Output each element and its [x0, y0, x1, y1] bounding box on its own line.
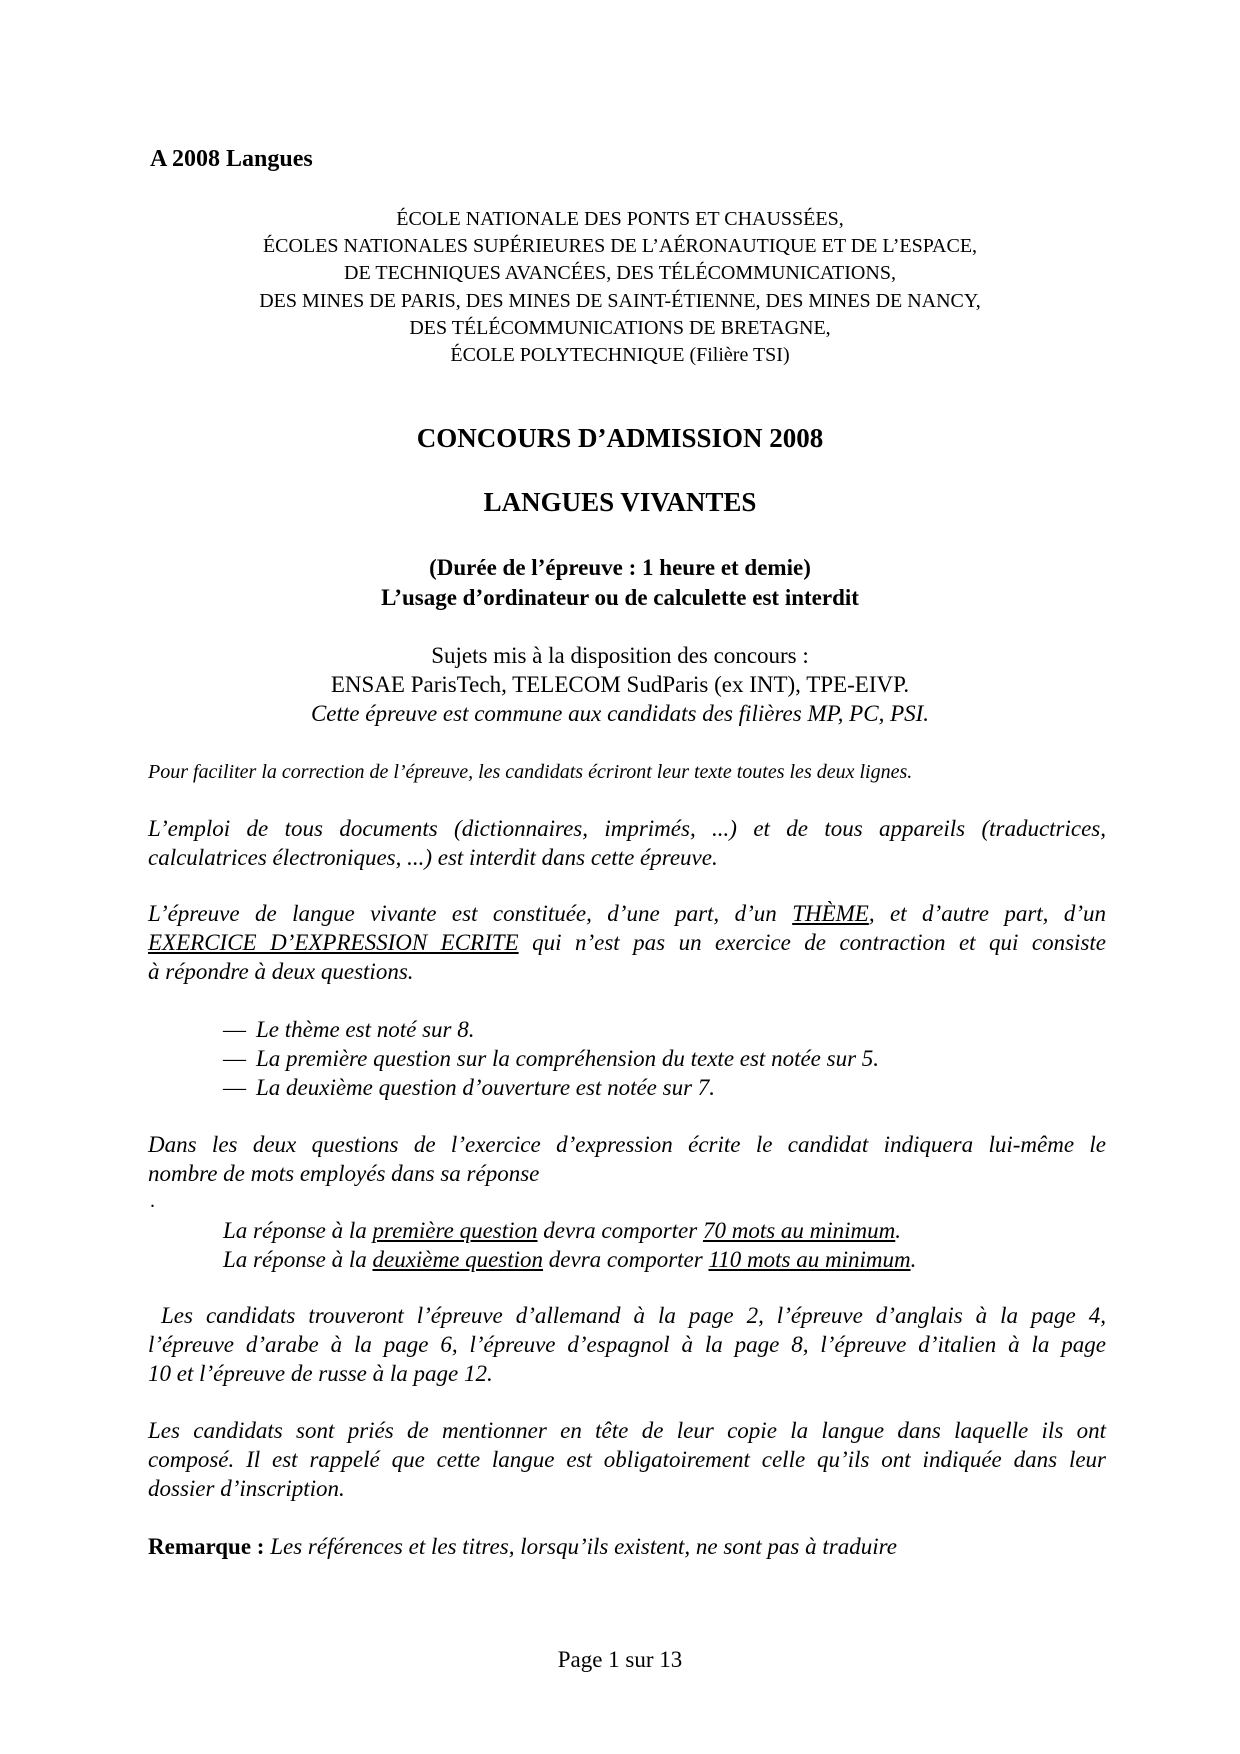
remark-label: Remarque :	[148, 1534, 265, 1559]
structure-instruction	[148, 899, 1106, 986]
school-line: ÉCOLE POLYTECHNIQUE (Filière TSI)	[450, 344, 790, 367]
remark-text: Les références et les titres, lorsqu’ils existent, ne sont pas à traduire	[264, 1534, 897, 1559]
grading-text: Le thème est noté sur 8.	[256, 1017, 475, 1042]
instruction-text: L’emploi de tous documents (dictionnaires, imprimés, ...) et de tous appareils (traductrices,	[148, 816, 1106, 841]
subjects-info	[0, 641, 1240, 728]
requirement-text: La réponse à la	[223, 1218, 373, 1243]
school-line: DES TÉLÉCOMMUNICATIONS DE BRETAGNE,	[409, 316, 831, 339]
remark-line	[148, 1532, 1106, 1561]
stray-dot: .	[150, 1190, 155, 1212]
instruction-text: qui n’est pas un exercice de contraction et qui consiste	[518, 930, 1106, 955]
requirement-text: .	[895, 1218, 902, 1243]
list-item	[223, 1073, 879, 1102]
list-item	[223, 1015, 879, 1044]
grading-text: La première question sur la compréhension du texte est notée sur 5.	[256, 1046, 880, 1071]
pages-instruction	[148, 1301, 1106, 1388]
correction-instruction	[148, 758, 1106, 787]
question-term: deuxième question	[372, 1247, 544, 1272]
instruction-text: Dans les deux questions de l’exercice d’expression écrite le candidat indiquera lui-même le	[148, 1132, 1106, 1157]
answer-requirement	[223, 1245, 916, 1274]
grading-list	[223, 1015, 879, 1102]
duration-line: (Durée de l’épreuve : 1 heure et demie)	[429, 555, 811, 580]
instruction-text: calculatrices électroniques, ...) est interdit dans cette épreuve.	[148, 845, 718, 870]
grading-text: La deuxième question d’ouverture est notée sur 7.	[256, 1075, 716, 1100]
instruction-text: L’épreuve de langue vivante est constituée, d’une part, d’un	[148, 901, 793, 926]
list-item	[223, 1044, 879, 1073]
answer-requirements	[223, 1216, 916, 1274]
exam-duration	[0, 553, 1240, 613]
instruction-text: Les candidats sont priés de mentionner en tête de leur copie la langue dans laquelle ils ont	[148, 1418, 1106, 1443]
question-term: première question	[372, 1218, 538, 1243]
school-line: DE TECHNIQUES AVANCÉES, DES TÉLÉCOMMUNICATIONS,	[344, 262, 896, 285]
requirement-text: .	[910, 1247, 917, 1272]
minimum-words: 110 mots au minimum	[708, 1247, 911, 1272]
requirement-text: devra comporter	[537, 1218, 703, 1243]
language-instruction	[148, 1416, 1106, 1503]
remark	[148, 1532, 1106, 1561]
calculator-rule: L’usage d’ordinateur ou de calculette est interdit	[381, 585, 859, 610]
instruction-text: Les candidats trouveront l’épreuve d’allemand à la page 2, l’épreuve d’anglais à la page 4,	[148, 1303, 1107, 1328]
dash-bullet: —	[223, 1046, 246, 1071]
instruction-text: , et d’autre part, d’un	[868, 901, 1106, 926]
minimum-words: 70 mots au minimum	[702, 1218, 896, 1243]
page-number: Page 1 sur 13	[557, 1647, 683, 1672]
documents-instruction	[148, 814, 1106, 872]
instruction-line	[148, 928, 1106, 957]
page-title: CONCOURS D’ADMISSION 2008	[416, 423, 824, 453]
instruction-line	[148, 899, 1106, 928]
instruction-text: à répondre à deux questions.	[148, 959, 414, 984]
exam-code: A 2008 Langues	[150, 146, 313, 172]
subjects-filieres: Cette épreuve est commune aux candidats des filières MP, PC, PSI.	[310, 701, 930, 726]
dash-bullet: —	[223, 1075, 246, 1100]
requirement-text: La réponse à la	[223, 1247, 373, 1272]
word-count-instruction	[148, 1130, 1106, 1188]
page-subtitle: LANGUES VIVANTES	[483, 487, 757, 517]
instruction-text: dossier d’inscription.	[148, 1476, 345, 1501]
schools-list	[0, 206, 1240, 369]
instruction-text: 10 et l’épreuve de russe à la page 12.	[148, 1361, 493, 1386]
instruction-text: l’épreuve d’arabe à la page 6, l’épreuve d’espagnol à la page 8, l’épreuve d’italien à la page	[148, 1332, 1106, 1357]
exercise-term: EXERCICE D’EXPRESSION ECRITE	[148, 930, 519, 955]
instruction-text: nombre de mots employés dans sa réponse	[148, 1161, 540, 1186]
school-line: ÉCOLE NATIONALE DES PONTS ET CHAUSSÉES,	[396, 208, 844, 230]
instruction-text: composé. Il est rappelé que cette langue est obligatoirement celle qu’ils ont indiquée dans leur	[148, 1447, 1106, 1472]
subjects-intro: Sujets mis à la disposition des concours :	[431, 643, 809, 668]
dash-bullet: —	[223, 1017, 246, 1042]
school-line: ÉCOLES NATIONALES SUPÉRIEURES DE L’AÉRONAUTIQUE ET DE L’ESPACE,	[262, 235, 978, 258]
theme-term: THÈME	[792, 901, 869, 926]
subjects-schools: ENSAE ParisTech, TELECOM SudParis (ex INT), TPE-EIVP.	[330, 672, 910, 697]
requirement-text: devra comporter	[543, 1247, 709, 1272]
school-line: DES MINES DE PARIS, DES MINES DE SAINT-ÉTIENNE, DES MINES DE NANCY,	[259, 289, 981, 312]
instruction-text: Pour faciliter la correction de l’épreuve, les candidats écriront leur texte toutes les deux lignes.	[148, 761, 913, 783]
answer-requirement	[223, 1216, 916, 1245]
